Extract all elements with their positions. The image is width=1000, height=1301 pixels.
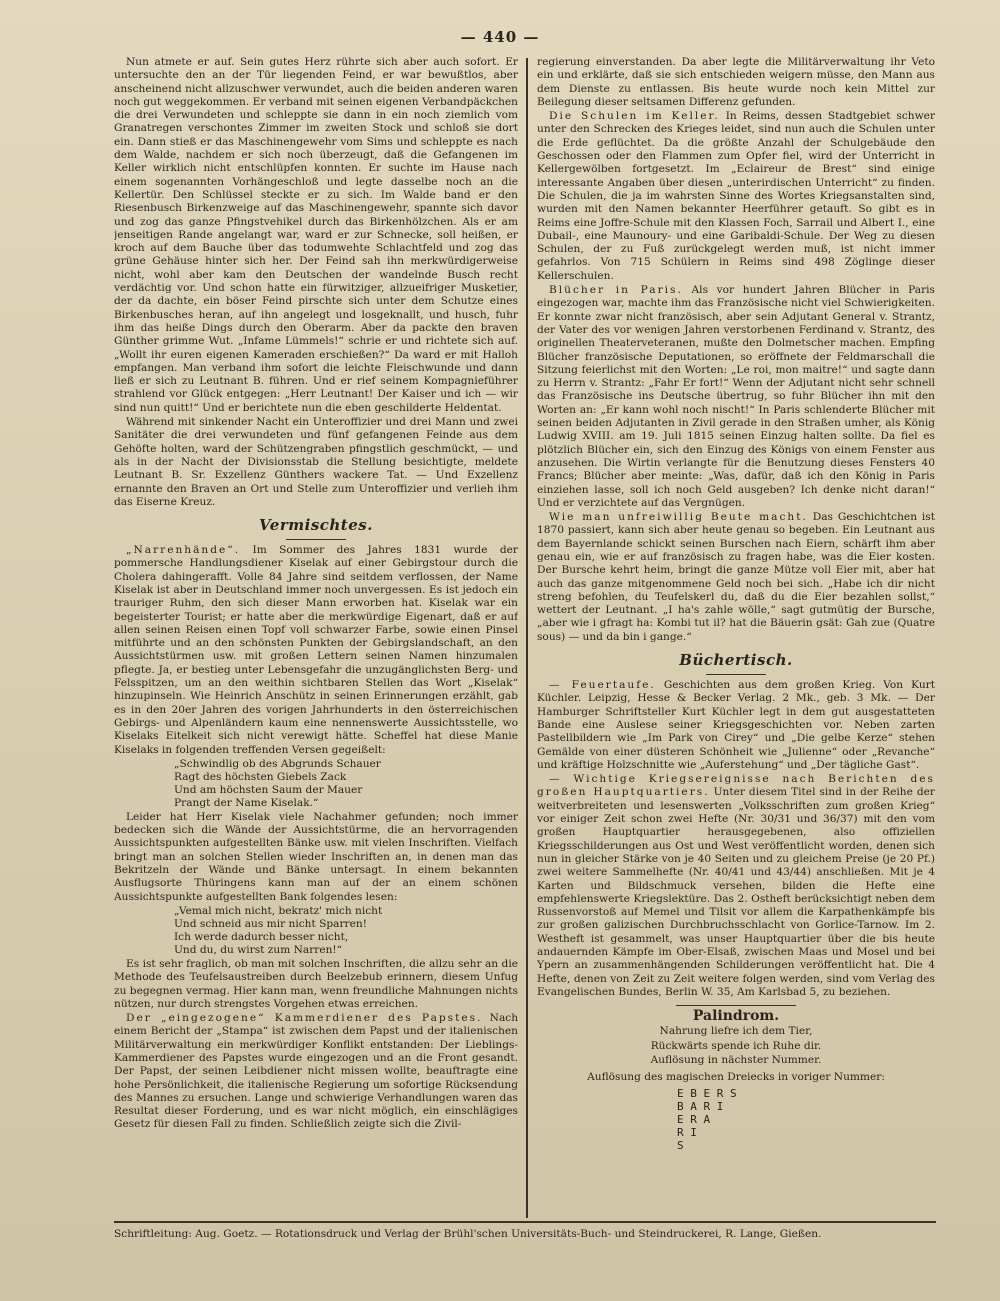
book-title: — Wichtige Kriegsereignisse nach Berichten des großen Hauptquartiers. [537,773,935,799]
heading-rule [676,1005,796,1006]
article-title: Wie man unfreiwillig Beute macht. [549,511,808,524]
article-narrenhaende [114,544,518,757]
left-column [114,56,518,1221]
right-column [537,56,935,1221]
article-text: Als vor hundert Jahren Blücher in Paris eingezogen war, machte ihm das Französische nicht viel Schwierigkeiten. Er konnte zwar nicht französisch, aber sein Adjutant General v. Strantz, der Vater des vor wenigen Jahren verstorbenen Ferdinand v. Strantz, des originellen Theaterveteranen, mußte den Dolmetscher machen. Empfing Blücher französische Deputationen, so eröffnete der Feldmarschall die Sitzung feierlichst mit den Worten: „Le roi, mon maitre!“ und sagte dann zu Herrn v. Strantz: „Fahr Er fort!“ Wenn der Adjutant nicht sehr schnell das Französische ins Deutsche übertrug, so fuhr Blücher ihn mit den Worten an: „Er kann wohl noch nischt!“ In Paris schlenderte Blücher mit seinen beiden Adjutanten in Zivil gerade in den Straßen umher, als König Ludwig XVIII. am 19. Juli 1815 seinen Einzug halten sollte. Da fiel es plötzlich Blücher ein, sich den Einzug des Königs von einem Fenster aus anzusehen. Die Wirtin verlangte für die Benutzung dieses Fensters 40 Francs; Blücher aber meinte: „Was, dafür, daß ich den König in Paris einziehen lasse, soll ich noch Geld ausgeben? Ich denke nicht daran!“ Und er verzichtete auf das Vergnügen. [537,284,935,509]
page-number: — 440 — [460,28,540,46]
verse-line: „Schwindlig ob des Abgrunds Schauer [174,757,381,770]
column-divider [526,58,528,1218]
verse-line: Und am höchsten Saum der Mauer [174,783,363,796]
palindrom-line: Nahrung liefre ich dem Tier, [659,1025,813,1038]
footer-rule [114,1221,936,1223]
article-beute [537,511,935,644]
verse-line: Und schneid aus mir nicht Sparren! [174,917,367,930]
article-text: In Reims, dessen Stadtgebiet schwer unter den Schrecken des Krieges leidet, sind nun auch die Schulen unter die Erde geflüchtet. Da die größte Anzahl der Schulgebäude den Geschossen oder den Flammen zum Opfer fiel, wird der Unterricht in Kellergewölben fortgesetzt. Im „Eclaireur de Brest“ sind einige interessante Angaben über diesen „unterirdischen Unterricht“ zu finden. Die Schulen, die ja im wahrsten Sinne des Wortes Kriegsanstalten sind, wurden mit den Namen bekannter Heerführer getauft. So gibt es in Reims eine Joffre-Schule mit den Klassen Foch, Sarrail und Albert I., eine Dubail-, eine Maunoury- und eine Garibaldi-Schule. Der Weg zu diesen Schulen, der zu Fuß zurückgelegt werden muß, ist nicht immer gefahrlos. Von 715 Schülern in Reims sind 498 Zöglinge dieser Kellerschulen. [537,110,935,282]
article-text: Im Sommer des Jahres 1831 wurde der pommersche Handlungsdiener Kiselak auf einer Gebirgstour durch die Cholera dahingerafft. Volle 84 Jahre sind seitdem verflossen, der Name Kiselak ist aber in Deutschland immer noch unvergessen. Es ist jedoch ein trauriger Ruhm, den sich dieser Mann erworben hat. Kiselak war ein begeisterter Tourist; er hatte aber die merkwürdige Eigenart, daß er auf allen seinen Reisen einen Topf voll schwarzer Farbe, sowie einen Pinsel mitführte und an den schönsten Punkten der Gebirgslandschaft, an den Aussichtstürmen usw. mit großen Lettern seinen Namen hinzumalen pflegte. Ja, er bestieg unter Lebensgefahr die unzugänglichsten Berg- und Felsspitzen, um an den weithin sichtbaren Stellen das Wort „Kiselak“ hinzupinseln. Wie Heinrich Anschütz in seinen Erinnerungen erzählt, gab es in den 20er Jahren des vorigen Jahrhunderts in den österreichischen Gebirgs- und Alpenländern kaum eine nennenswerte Aussichtsstelle, wo Kiselaks Eitelkeit sich nicht verewigt hätte. Scheffel hat diese Manie Kiselaks in folgenden treffenden Versen gegeißelt: [114,544,518,756]
book-review-kriegsereignisse [537,773,935,999]
solution-line: B A R I [677,1099,724,1113]
article-schulen-im-keller [537,110,935,283]
verse-bench [174,905,518,957]
palindrom-line: Rückwärts spende ich Ruhe dir. [650,1039,822,1052]
article-title: Die Schulen im Keller. [549,110,720,123]
article-text: Es ist sehr fraglich, ob man mit solchen Inschriften, die allzu sehr an die Methode des Teufelsaustreiben durch Beelzebub erinnern, diesem Unfug zu begegnen vermag. Hier kann man, wenn freundliche Mahnungen nichts nützen, nur durch strengstes Vorgehen etwas erreichen. [114,957,518,1010]
verse-line: Ich werde dadurch besser nicht, [174,930,349,943]
article-kammerdiener [114,1012,518,1132]
book-text: Unter diesem Titel sind in der Reihe der weitverbreiteten und lesenswerten „Volksschriften zum großen Krieg“ vor einiger Zeit schon zwei Hefte (Nr. 30/31 und 36/37) mit den vom großen Hauptquartier herausgegebenen, also offiziellen Kriegsschilderungen aus Ost und West veröffentlicht worden, denen sich nun in gleicher Stärke von je 40 Seiten und zu gleichem Preise (je 20 Pf.) zwei weitere Sammelhefte (Nr. 40/41 und 43/44) anschließen. Mit je 4 Karten und Bildschmuck versehen, bilden die Hefte eine empfehlenswerte Kriegslektüre. Das 2. Ostheft berücksichtigt neben dem Russenvorstoß auf Memel und Tilsit vor allem die Karpathenkämpfe bis zur großen galizischen Durchbruchsschlacht von Gorlice-Tarnow. Im 2. Westheft ist gesammelt, was unser Hauptquartier über die bis heute andauernden Kämpfe im Ober-Elsaß, zwischen Maas und Mosel und bei Ypern an zusammenhängenden Schilderungen veröffentlicht hat. Die 4 Hefte, denen von Zeit zu Zeit weitere folgen werden, sind vom Verlag des Evangelischen Bundes, Berlin W. 35, Am Karlsbad 5, zu beziehen. [537,786,935,998]
story-paragraph: Nun atmete er auf. Sein gutes Herz rührte sich aber auch sofort. Er untersuchte den an der Tür liegenden Feind, er war bewußtlos, aber anscheinend nicht allzuschwer verwundet, auch die beiden anderen waren noch gut weggekommen. Er verband mit seinen eigenen Verbandpäckchen die drei Verwundeten und schleppte sie dann in ein noch ziemlich vom Granatregen verschontes Zimmer im zweiten Stock und schloß sie dort ein. Dann stieß er das Maschinengewehr vom Sims und schleppte es nach dem Walde, nachdem er sich noch überzeugt, daß die Gefangenen im Keller wirklich nicht entschlüpfen konnten. Er suchte im Hause nach einem sogenannten Vorhängeschloß und legte dasselbe noch an die Kellertür. Den Schlüssel steckte er zu sich. Im Walde band er den Riesenbusch Birkenzweige auf das Maschinengewehr, spannte sich davor und zog das ganze Pfingstvehikel durch das Birkenhölzchen. Als er am jenseitigen Rande angelangt war, ward er zur Schnecke, soll heißen, er kroch auf dem Bauche über das todumwehte Schlachtfeld und zog das grüne Gehäuse hinter sich her. Der Feind sah ihn merkwürdigerweise nicht, wohl aber kam den Deutschen der wandelnde Busch recht verdächtig vor. Und schon hatte ein fürwitziger, allzueifriger Musketier, der da dachte, ein böser Feind pirschte sich unter dem Schutze eines Birkenbusches heran, auf ihn angelegt und losgeknallt, und husch, fuhr ihm das heiße Dings durch den Oberarm. Aber da packte den braven Günther grimme Wut. „Infame Lümmels!“ schrie er und richtete sich auf. „Wollt ihr euren eigenen Kameraden erschießen?“ Da ward er mit Halloh empfangen. Man verband ihm sofort die leichte Fleischwunde und dann ließ er sich zu Leutnant B. führen. Und er rief seinem Kompagnieführer strahlend vor Glück entgegen: „Herr Leutnant! Der Kaiser und ich — wir sind nun quitt!“ Und er berichtete nun die eben geschilderte Heldentat. [114,56,518,414]
solution-line: E R A [677,1112,711,1126]
book-review-feuertaufe [537,679,935,772]
solution-line: S [677,1138,684,1152]
solution-line: R I [677,1125,697,1139]
article-text: Das Geschichtchen ist 1870 passiert, kann sich aber heute genau so begeben. Ein Leutnant aus dem Bayernlande schickt seinen Burschen nach Eiern, schärft ihm aber genau ein, wie er auf französisch zu fragen habe, was die Eier kosten. Der Bursche kehrt heim, bringt die ganze Mütze voll Eier mit, aber hat auch das ganze mitgenommene Geld noch bei sich. „Habe ich dir nicht streng befohlen, du Teufelskerl du, daß du die Eier bezahlen sollst,“ wettert der Leutnant. „I ha's zahle wölle,“ sagt gutmütig der Bursche, „aber wie i gfragt ha: Kombi tut il? hat die Bäuerin gsät: Gah zue (Quatre sous) — und da bin i gange.“ [537,511,935,643]
verse-line: Und du, du wirst zum Narren!“ [174,943,343,956]
verse-line: Prangt der Name Kiselak.“ [174,796,319,809]
verse-line: „Vemal mich nicht, bekratz' mich nicht [174,904,383,917]
article-text: Leider hat Herr Kiselak viele Nachahmer gefunden; noch immer bedecken sich die Wände der Aussichtstürme, die an hervorragenden Aussichtspunkten aufgestellten Bänke usw. mit vielen Inschriften. Vielfach bringt man an solchen Stellen wieder Inschriften an, in denen man das Bekritzeln der Wände und Bänke untersagt. In einem bekannten Ausflugsorte Thüringens kann man auf der an einem schönen Aussichtspunkte aufgestellten Bank folgendes lesen: [114,810,518,903]
story-paragraph: Während mit sinkender Nacht ein Unteroffizier und drei Mann und zwei Sanitäter die drei verwundeten und fünf gefangenen Feinde aus dem Gehöfte holten, ward der Schützengraben pfingstlich geschmückt, — und als in der Nacht der Divisionsstab die Stellung besichtigte, meldete Leutnant B. Sr. Exzellenz Günthers wackere Tat. — Und Exzellenz ernannte den Braven an Ort und Stelle zum Unteroffizier und verlieh ihm das Eiserne Kreuz. [114,416,518,508]
verse-line: Ragt des höchsten Giebels Zack [174,770,347,783]
section-heading-vermischtes: Vermischtes. [259,516,373,535]
palindrom-line: Auflösung in nächster Nummer. [650,1054,822,1067]
article-text: Nach einem Bericht der „Stampa“ ist zwischen dem Papst und der italienischen Militärverwaltung ein merkwürdiger Konflikt entstanden: Der Lieblings-Kammerdiener des Papstes wurde eingezogen und an die Front gesandt. Der Papst, der seinen Leibdiener nicht missen wollte, beauftragte eine hohe Persönlichkeit, die italienische Regierung um sofortige Rücksendung des Mannes zu ersuchen. Lange und schwierige Verhandlungen waren das Resultat dieser Forderung, und es war nicht möglich, ein einschlägiges Gesetz für diesen Fall zu finden. Schließlich zeigte sich die Zivil- [114,1012,518,1131]
article-title: „Narrenhände“. [126,544,241,557]
heading-rule [286,539,346,540]
verse-scheffel [174,758,518,810]
article-continuation: regierung einverstanden. Da aber legte die Militärverwaltung ihr Veto ein und erklärte, daß sie sich entschieden weigern müsse, den Mann aus dem Dienste zu entlassen. Bis heute wurde noch kein Mittel zur Beilegung dieser seltsamen Differenz gefunden. [537,56,935,108]
section-heading-buechertisch: Büchertisch. [679,651,793,670]
palindrom-heading: Palindrom. [692,1008,780,1025]
imprint-footer: Schriftleitung: Aug. Goetz. — Rotationsdruck und Verlag der Brühl'schen Universitäts-Buch- und Steindruckerei, R. Lange, Gießen. [114,1228,822,1240]
solution-label: Auflösung des magischen Dreiecks in voriger Nummer: [587,1071,885,1084]
magic-triangle-solution [677,1087,935,1152]
book-title: — Feuertaufe. [549,679,656,692]
book-text: Geschichten aus dem großen Krieg. Von Kurt Küchler. Leipzig, Hesse & Becker Verlag. 2 Mk., geb. 3 Mk. — Der Hamburger Schriftsteller Kurt Küchler legt in dem gut ausgestatteten Bande eine Auslese seiner Kriegsgeschichten vor. Neben zarten Pastellbildern wie „Im Park von Cirey“ und „Die gelbe Kerze“ stehen Gemälde von einer düsteren Schönheit wie „Julienne“ oder „Revanche“ und kräftige Holzschnitte wie „Auferstehung“ und „Der tägliche Gast“. [537,679,935,771]
article-title: Blücher in Paris. [549,284,683,297]
article-title: Der „eingezogene“ Kammerdiener des Papstes. [126,1012,483,1025]
solution-line: E B E R S [677,1086,737,1100]
heading-rule [706,674,766,675]
article-bluecher-in-paris [537,284,935,510]
